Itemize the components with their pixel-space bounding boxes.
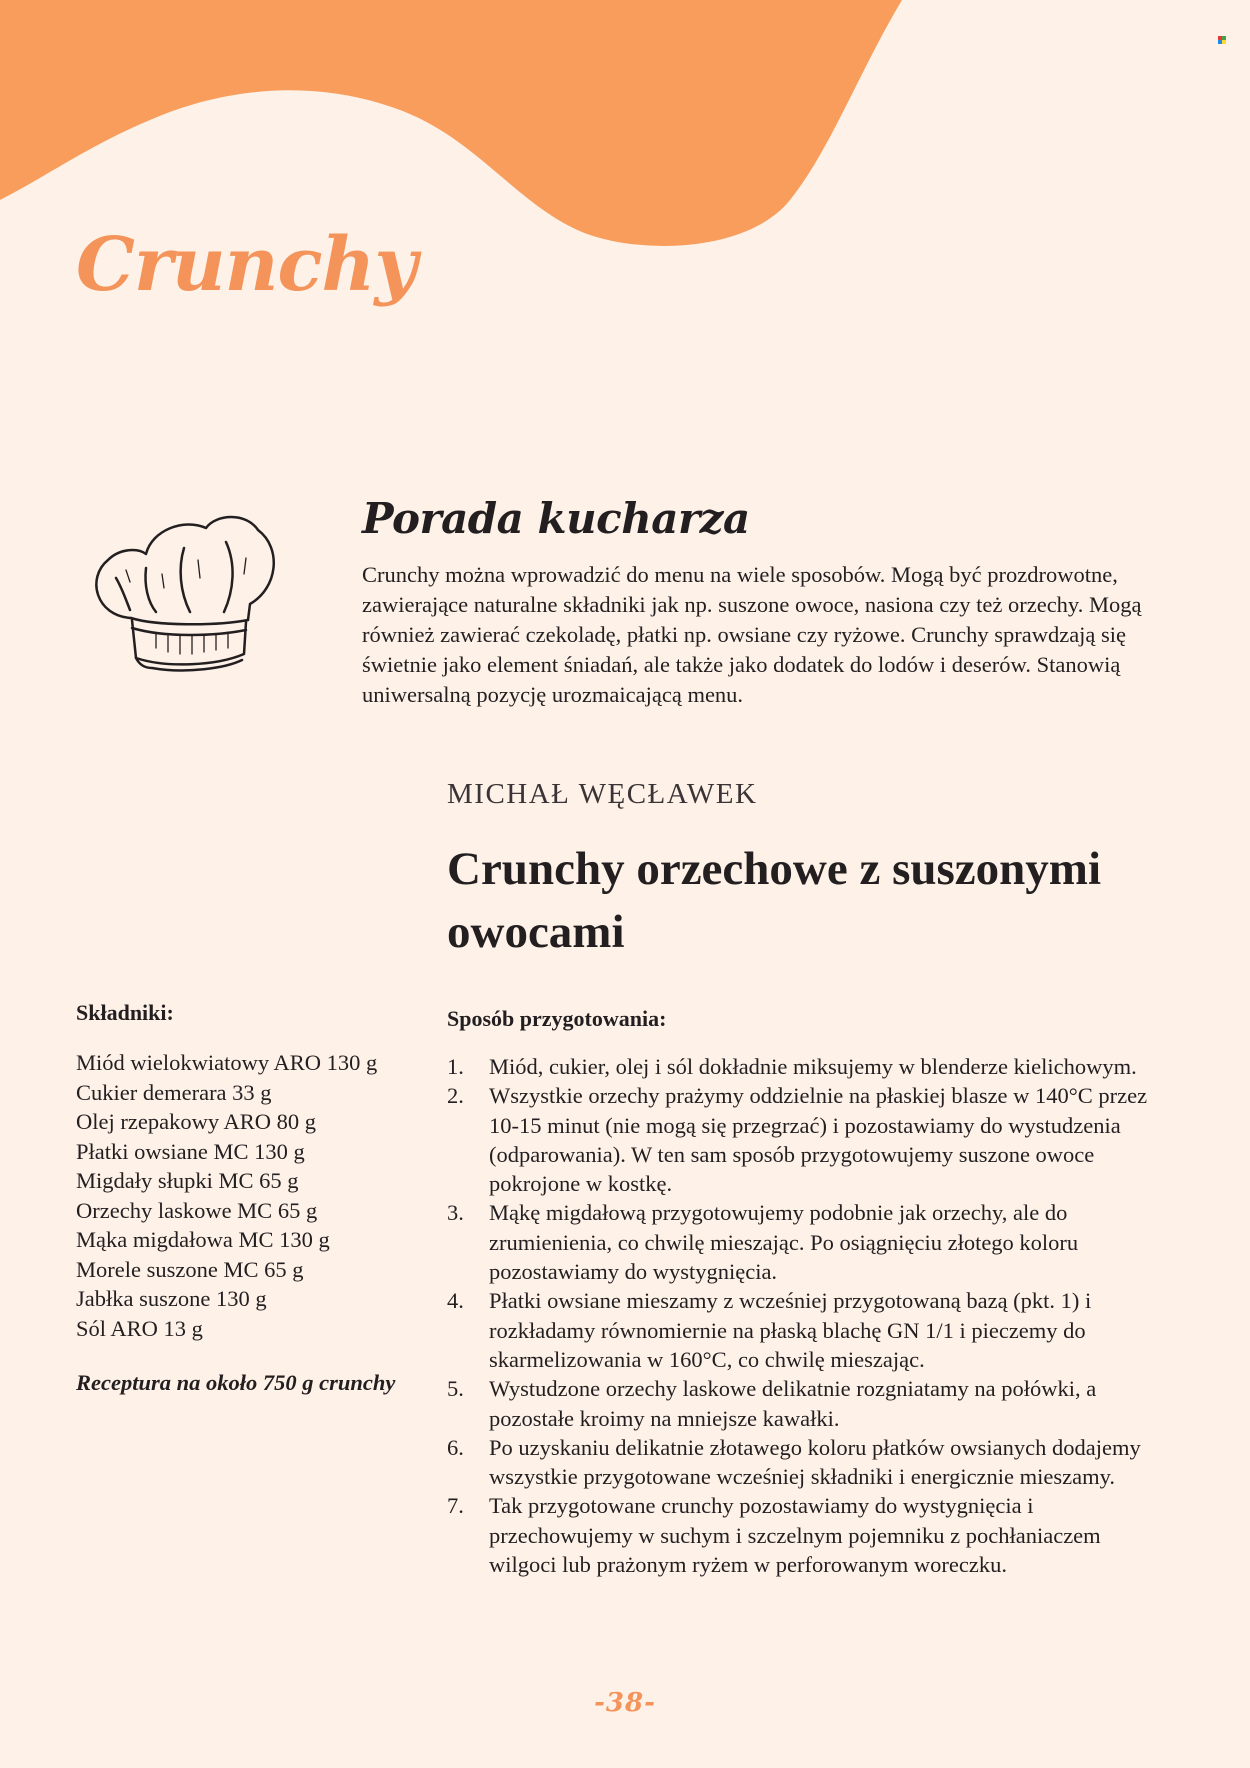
ingredient-item: Orzechy laskowe MC 65 g [76, 1197, 318, 1223]
recipe-author: MICHAŁ WĘCŁAWEK [447, 778, 758, 810]
decorative-wave [0, 0, 1250, 260]
step-number: 7. [447, 1493, 464, 1519]
step-text: Miód, cukier, olej i sól dokładnie miksujemy w blenderze kielichowym. [489, 1054, 1137, 1079]
section-title: Crunchy [76, 222, 417, 308]
preparation-steps [447, 1052, 1167, 1579]
ingredient-item: Cukier demerara 33 g [76, 1079, 272, 1105]
step-text: Po uzyskaniu delikatnie złotawego koloru płatków owsianych dodajemy wszystkie przygotowane wcześniej składniki i energicznie mieszamy. [489, 1434, 1141, 1490]
page-number: -38- [594, 1688, 656, 1718]
tip-text: Crunchy można wprowadzić do menu na wiele sposobów. Mogą być prozdrowotne, zawierające naturalne składniki jak np. suszone owoce, nasiona czy też orzechy. Mogą również zawierać czekoladę, płatki np. owsiane czy ryżowe. Crunchy sprawdzają się świetnie jako element śniadań, ale także jako dodatek do lodów i deserów. Stanowią uniwersalną pozycję urozmaicającą menu. [362, 562, 1142, 707]
step-text: Płatki owsiane mieszamy z wcześniej przygotowaną bazą (pkt. 1) i rozkładamy równomiernie na płaską blachę GN 1/1 i pieczemy do skarmelizowania w 160°C, co chwilę mieszając. [489, 1288, 1092, 1372]
ingredients-list [76, 1048, 377, 1343]
ingredient-item: Miód wielokwiatowy ARO 130 g [76, 1050, 378, 1075]
step-item [447, 1198, 1167, 1286]
step-number: 6. [447, 1434, 464, 1460]
step-item [447, 1052, 1167, 1081]
ingredient-item: Mąka migdałowa MC 130 g [76, 1227, 330, 1252]
step-text: Mąkę migdałową przygotowujemy podobnie jak orzechy, ale do zrumienienia, co chwilę mieszając. Po osiągnięciu złotego koloru pozostawiamy do wystygnięcia. [489, 1200, 1079, 1285]
step-number: 5. [447, 1376, 464, 1402]
step-item [447, 1286, 1167, 1374]
ingredient-item: Migdały słupki MC 65 g [76, 1168, 299, 1193]
step-item [447, 1491, 1167, 1579]
step-text: Wszystkie orzechy prażymy oddzielnie na płaskiej blasze w 140°C przez 10-15 minut (nie mogą się przegrzać) i pozostawiamy do wystudzenia (odparowania). W ten sam sposób przygotowujemy suszone owoce pokrojone w kostkę. [489, 1083, 1148, 1197]
step-number: 2. [447, 1083, 464, 1109]
ingredient-item: Morele suszone MC 65 g [76, 1256, 304, 1282]
step-item [447, 1433, 1167, 1492]
step-item [447, 1374, 1167, 1433]
tip-title: Porada kucharza [362, 494, 750, 543]
ingredients-title: Składniki: [76, 1000, 174, 1025]
step-item [447, 1081, 1167, 1198]
preparation-title: Sposób przygotowania: [447, 1006, 667, 1031]
step-text: Tak przygotowane crunchy pozostawiamy do wystygnięcia i przechowujemy w suchym i szczelnym pojemniku z pochłaniaczem wilgoci lub prażonym ryżem w perforowanym woreczku. [489, 1493, 1101, 1578]
step-number: 4. [447, 1288, 464, 1314]
corner-mark-icon [1218, 36, 1226, 44]
ingredient-item: Sól ARO 13 g [76, 1315, 203, 1341]
chef-hat-icon [86, 508, 276, 680]
recipe-title: Crunchy orzechowe z suszonymi owocami [447, 843, 1102, 958]
ingredient-item: Płatki owsiane MC 130 g [76, 1138, 305, 1164]
ingredient-item: Olej rzepakowy ARO 80 g [76, 1109, 316, 1134]
recipe-yield-note: Receptura na około 750 g crunchy [76, 1370, 396, 1395]
step-number: 3. [447, 1200, 464, 1226]
step-text: Wystudzone orzechy laskowe delikatnie rozgniatamy na połówki, a pozostałe kroimy na mniejsze kawałki. [489, 1376, 1097, 1431]
step-number: 1. [447, 1054, 464, 1079]
ingredient-item: Jabłka suszone 130 g [76, 1286, 267, 1311]
